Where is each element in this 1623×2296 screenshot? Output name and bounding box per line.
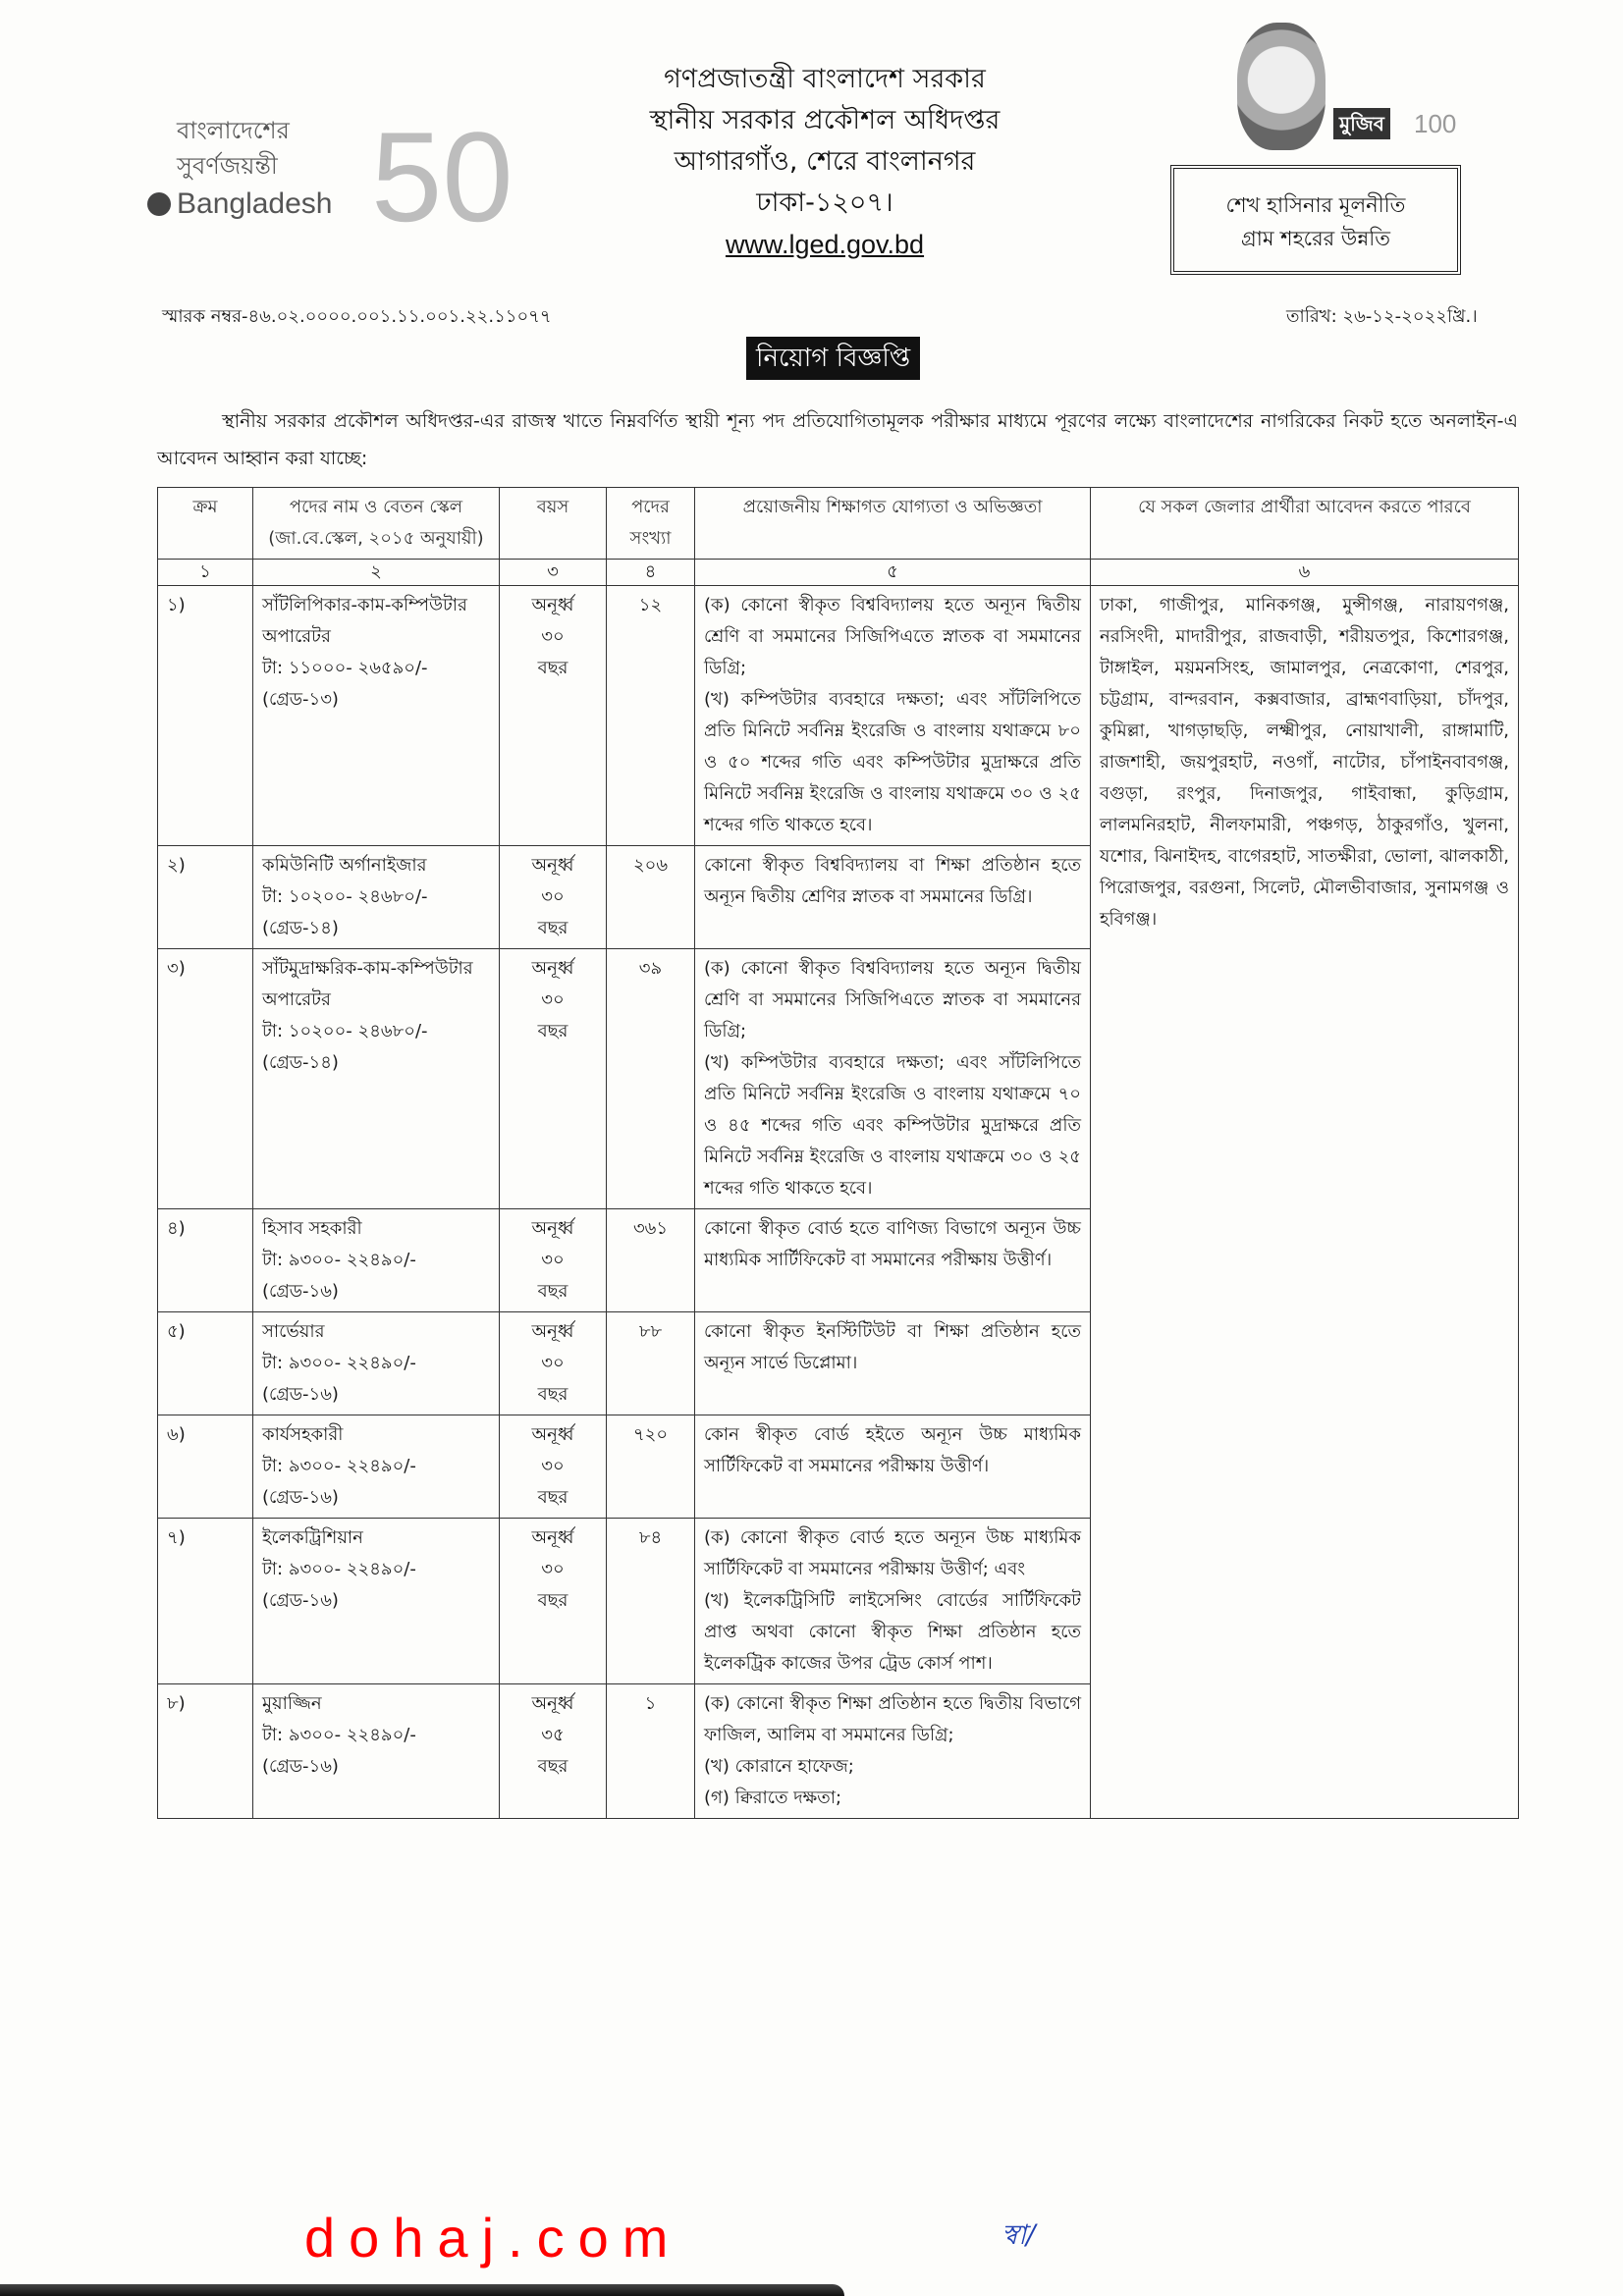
pay-scale: টা: ৯৩০০- ২২৪৯০/- [262, 1353, 416, 1373]
serial: ৮) [167, 1693, 186, 1714]
age-limit: বছর [537, 1281, 568, 1302]
serial: ১) [167, 595, 186, 615]
age-limit: ৩০ [541, 1353, 565, 1373]
serial-cell [158, 1415, 253, 1519]
serial-cell [158, 1312, 253, 1415]
serial: ৪) [167, 1218, 186, 1239]
logo-text-line2: সুবর্ণজয়ন্তী [177, 152, 278, 180]
logo-text-line1: বাংলাদেশের [177, 117, 290, 144]
post-count: ৮৮ [638, 1321, 663, 1342]
post-count: ১ [644, 1693, 657, 1714]
age-limit: বছর [537, 918, 568, 938]
mujib-centenary-logo [1227, 18, 1473, 160]
age-cell [500, 1684, 607, 1819]
qualification-item: কোনো স্বীকৃত ইনস্টিটিউট বা শিক্ষা প্রতিষ্ঠান হতে অন্যূন সার্ভে ডিপ্লোমা। [704, 1321, 1081, 1373]
portrait-icon [1237, 23, 1325, 150]
post-name: ইলেকট্রিশিয়ান [262, 1527, 363, 1548]
post-count: ৭২০ [632, 1424, 669, 1445]
age-limit: অনূর্ধ্ব [531, 1321, 574, 1342]
age-cell [500, 846, 607, 949]
count-cell [607, 1312, 695, 1415]
age-limit: অনূর্ধ্ব [531, 958, 574, 979]
post-count: ২০৬ [632, 855, 669, 876]
count-cell [607, 586, 695, 846]
age-limit: বছর [537, 1384, 568, 1405]
qualification-cell [695, 1209, 1091, 1312]
post-cell [253, 586, 500, 846]
page-title: নিয়োগ বিজ্ঞপ্তি [746, 337, 920, 380]
qualification-item: কোন স্বীকৃত বোর্ড হইতে অন্যূন উচ্চ মাধ্যমিক সার্টিফিকেট বা সমমানের পরীক্ষায় উত্তীর্ণ। [704, 1424, 1081, 1476]
post-count: ৩৯ [638, 958, 663, 979]
age-limit: ৩৫ [541, 1725, 565, 1745]
intro-paragraph: স্থানীয় সরকার প্রকৌশল অধিদপ্তর-এর রাজস্ব খাতে নিম্নবর্ণিত স্থায়ী শূন্য পদ প্রতিযোগিতামূলক পরীক্ষার মাধ্যমে পূরণের লক্ষ্যে বাংলাদেশের নাগরিকের নিকট হতে অনলাইন-এ আবেদন আহ্বান করা যাচ্ছে: [157, 410, 1518, 469]
qualification-cell [695, 586, 1091, 846]
pay-scale: টা: ১০২০০- ২৪৬৮০/- [262, 1021, 428, 1041]
qualification-cell [695, 1312, 1091, 1415]
post-name: সাঁটমুদ্রাক্ষরিক-কাম-কম্পিউটার অপারেটর [262, 958, 473, 1010]
qualification-item: (গ) ক্বিরাতে দক্ষতা; [704, 1788, 842, 1808]
count-cell [607, 1415, 695, 1519]
age-limit: অনূর্ধ্ব [531, 1527, 574, 1548]
qualification-cell [695, 1684, 1091, 1819]
age-limit: অনূর্ধ্ব [531, 1218, 574, 1239]
qualification-cell [695, 949, 1091, 1209]
column-number: ৩ [500, 560, 607, 586]
post-cell [253, 1209, 500, 1312]
post-count: ৮৪ [638, 1527, 663, 1548]
post-count: ১২ [638, 595, 663, 615]
post-cell [253, 1519, 500, 1684]
golden-jubilee-logo [147, 93, 560, 280]
age-limit: বছর [537, 1021, 568, 1041]
slogan-box [1170, 165, 1461, 275]
serial-cell [158, 949, 253, 1209]
districts-cell [1091, 586, 1519, 1819]
grade: (গ্রেড-১৬) [262, 1487, 339, 1508]
column-number: ২ [253, 560, 500, 586]
post-name: কার্যসহকারী [262, 1424, 344, 1445]
logo-words [147, 113, 358, 225]
vacancy-table [157, 487, 1519, 1819]
serial-cell [158, 846, 253, 949]
age-cell [500, 949, 607, 1209]
count-cell [607, 1209, 695, 1312]
qualification-cell [695, 846, 1091, 949]
address-line: আগারগাঁও, শেরে বাংলানগর [674, 146, 976, 177]
post-cell [253, 1415, 500, 1519]
memo-number: স্মারক নম্বর-৪৬.০২.০০০০.০০১.১১.০০১.২২.১১০৭৭ [162, 306, 552, 327]
logo-number: 50 [371, 105, 514, 248]
age-cell [500, 586, 607, 846]
age-limit: বছর [537, 1487, 568, 1508]
header-count: পদের সংখ্যা [607, 488, 695, 560]
watermark: dohaj.com [304, 2207, 682, 2269]
centenary-number: 100 [1414, 109, 1457, 138]
age-limit: বছর [537, 658, 568, 678]
post-name: মুয়াজ্জিন [262, 1693, 322, 1714]
footer-strip [157, 2204, 1518, 2282]
pay-scale: টা: ৯৩০০- ২২৪৯০/- [262, 1456, 416, 1476]
count-cell [607, 1684, 695, 1819]
column-number: ১ [158, 560, 253, 586]
qualification-item: (ক) কোনো স্বীকৃত শিক্ষা প্রতিষ্ঠান হতে দ্বিতীয় বিভাগে ফাজিল, আলিম বা সমমানের ডিগ্রি; [704, 1693, 1081, 1745]
post-cell [253, 1312, 500, 1415]
serial: ৩) [167, 958, 186, 979]
mujib-tag: মুজিব [1333, 108, 1390, 139]
age-limit: বছর [537, 1590, 568, 1611]
age-cell [500, 1209, 607, 1312]
age-cell [500, 1415, 607, 1519]
serial-cell [158, 1519, 253, 1684]
qualification-item: কোনো স্বীকৃত বিশ্ববিদ্যালয় বা শিক্ষা প্রতিষ্ঠান হতে অন্যূন দ্বিতীয় শ্রেণির স্নাতক বা সমমানের ডিগ্রি। [704, 855, 1081, 907]
pay-scale: টা: ৯৩০০- ২২৪৯০/- [262, 1559, 416, 1579]
district-list: ঢাকা, গাজীপুর, মানিকগঞ্জ, মুন্সীগঞ্জ, নারায়ণগঞ্জ, নরসিংদী, মাদারীপুর, রাজবাড়ী, শরীয়তপুর, কিশোরগঞ্জ, টাঙ্গাইল, ময়মনসিংহ, জামালপুর, নেত্রকোণা, শেরপুর, চট্টগ্রাম, বান্দরবান, কক্সবাজার, ব্রাহ্মণবাড়িয়া, চাঁদপুর, কুমিল্লা, খাগড়াছড়ি, লক্ষ্মীপুর, নোয়াখালী, রাঙ্গামাটি, রাজশাহী, জয়পুরহাট, নওগাঁ, নাটোর, চাঁপাইনবাবগঞ্জ, বগুড়া, রংপুর, দিনাজপুর, গাইবান্ধা, কুড়িগ্রাম, লালমনিরহাট, নীলফামারী, পঞ্চগড়, ঠাকুরগাঁও, খুলনা, যশোর, ঝিনাইদহ, বাগেরহাট, সাতক্ষীরা, ভোলা, ঝালকাঠী, পিরোজপুর, বরগুনা, সিলেট, মৌলভীবাজার, সুনামগঞ্জ ও হবিগঞ্জ। [1100, 595, 1509, 930]
grade: (গ্রেড-১৪) [262, 918, 339, 938]
post-name: সাঁটলিপিকার-কাম-কম্পিউটার অপারেটর [262, 595, 467, 647]
post-cell [253, 1684, 500, 1819]
age-limit: অনূর্ধ্ব [531, 855, 574, 876]
header-serial: ক্রম [158, 488, 253, 560]
post-cell [253, 846, 500, 949]
post-count: ৩৬১ [632, 1218, 669, 1239]
logo-english-row [147, 184, 358, 225]
table-header-row [158, 488, 1519, 560]
qualification-item: (ক) কোনো স্বীকৃত বিশ্ববিদ্যালয় হতে অন্যূন দ্বিতীয় শ্রেণি বা সমমানের সিজিপিএতে স্নাতক বা সমমানের ডিগ্রি; [704, 958, 1081, 1041]
count-cell [607, 949, 695, 1209]
count-cell [607, 1519, 695, 1684]
qualification-item: (খ) কম্পিউটার ব্যবহারে দক্ষতা; এবং সাঁটলিপিতে প্রতি মিনিটে সর্বনিম্ন ইংরেজি ও বাংলায় যথাক্রমে ৭০ ও ৪৫ শব্দের গতি এবং কম্পিউটার মুদ্রাক্ষরে প্রতি মিনিটে সর্বনিম্ন ইংরেজি ও বাংলায় যথাক্রমে ৩০ ও ২৫ শব্দের গতি থাকতে হবে। [704, 1052, 1081, 1199]
office-header [569, 59, 1080, 265]
header-districts: যে সকল জেলার প্রার্থীরা আবেদন করতে পারবে [1091, 488, 1519, 560]
age-limit: ৩০ [541, 886, 565, 907]
pay-scale: টা: ১১০০০- ২৬৫৯০/- [262, 658, 428, 678]
post-name: কমিউনিটি অর্গানাইজার [262, 855, 427, 876]
age-limit: অনূর্ধ্ব [531, 1424, 574, 1445]
qualification-item: (খ) কম্পিউটার ব্যবহারে দক্ষতা; এবং সাঁটলিপিতে প্রতি মিনিটে সর্বনিম্ন ইংরেজি ও বাংলায় যথাক্রমে ৮০ ও ৫০ শব্দের গতি এবং কম্পিউটার মুদ্রাক্ষরে প্রতি মিনিটে সর্বনিম্ন ইংরেজি ও বাংলায় যথাক্রমে ৩০ ও ২৫ শব্দের গতি থাকতে হবে। [704, 689, 1081, 835]
qualification-item: (ক) কোনো স্বীকৃত বিশ্ববিদ্যালয় হতে অন্যূন দ্বিতীয় শ্রেণি বা সমমানের সিজিপিএতে স্নাতক বা সমমানের ডিগ্রি; [704, 595, 1081, 678]
age-limit: ৩০ [541, 989, 565, 1010]
serial: ৫) [167, 1321, 186, 1342]
qualification-item: (ক) কোনো স্বীকৃত বোর্ড হতে অন্যূন উচ্চ মাধ্যমিক সার্টিফিকেট বা সমমানের পরীক্ষায় উত্তীর্ণ; এবং [704, 1527, 1081, 1579]
column-number-row [158, 560, 1519, 586]
grade: (গ্রেড-১৪) [262, 1052, 339, 1073]
department-name: স্থানীয় সরকার প্রকৌশল অধিদপ্তর [649, 105, 1001, 135]
pay-scale: টা: ৯৩০০- ২২৪৯০/- [262, 1725, 416, 1745]
count-cell [607, 846, 695, 949]
slogan-line2: গ্রাম শহরের উন্নতি [1241, 227, 1390, 250]
age-limit: ৩০ [541, 1250, 565, 1270]
header-qualification: প্রয়োজনীয় শিক্ষাগত যোগ্যতা ও অভিজ্ঞতা [695, 488, 1091, 560]
header-post: পদের নাম ও বেতন স্কেল (জা.বে.স্কেল, ২০১৫ অনুযায়ী) [253, 488, 500, 560]
grade: (গ্রেড-১৬) [262, 1281, 339, 1302]
age-limit: অনূর্ধ্ব [531, 595, 574, 615]
header-age: বয়স [500, 488, 607, 560]
age-cell [500, 1519, 607, 1684]
slogan-line1: শেখ হাসিনার মূলনীতি [1225, 193, 1406, 217]
pay-scale: টা: ১০২০০- ২৪৬৮০/- [262, 886, 428, 907]
issue-date: তারিখ: ২৬-১২-২০২২খ্রি.। [1286, 306, 1478, 327]
age-limit: অনূর্ধ্ব [531, 1693, 574, 1714]
column-number: ৬ [1091, 560, 1519, 586]
age-cell [500, 1312, 607, 1415]
serial-cell [158, 1209, 253, 1312]
logo-dot-icon [147, 192, 171, 216]
pay-scale: টা: ৯৩০০- ২২৪৯০/- [262, 1250, 416, 1270]
post-name: সার্ভেয়ার [262, 1321, 325, 1342]
qualification-item: কোনো স্বীকৃত বোর্ড হতে বাণিজ্য বিভাগে অন্যূন উচ্চ মাধ্যমিক সার্টিফিকেট বা সমমানের পরীক্ষায় উত্তীর্ণ। [704, 1218, 1081, 1270]
age-limit: ৩০ [541, 1559, 565, 1579]
age-limit: বছর [537, 1756, 568, 1777]
qualification-cell [695, 1415, 1091, 1519]
grade: (গ্রেড-১৩) [262, 689, 339, 710]
grade: (গ্রেড-১৬) [262, 1756, 339, 1777]
column-number: ৪ [607, 560, 695, 586]
logo-emblem [371, 93, 548, 275]
serial: ৬) [167, 1424, 186, 1445]
age-limit: ৩০ [541, 626, 565, 647]
government-name: গণপ্রজাতন্ত্রী বাংলাদেশ সরকার [664, 64, 986, 94]
table-row [158, 586, 1519, 846]
grade: (গ্রেড-১৬) [262, 1384, 339, 1405]
post-name: হিসাব সহকারী [262, 1218, 362, 1239]
scan-edge [0, 2284, 844, 2296]
qualification-cell [695, 1519, 1091, 1684]
logo-text-line3: Bangladesh [177, 187, 333, 220]
grade: (গ্রেড-১৬) [262, 1590, 339, 1611]
serial: ৭) [167, 1527, 186, 1548]
serial-cell [158, 1684, 253, 1819]
signature: স্বা/ [1001, 2218, 1036, 2251]
serial: ২) [167, 855, 186, 876]
website-link[interactable]: www.lged.gov.bd [725, 230, 925, 259]
qualification-item: (খ) কোরানে হাফেজ; [704, 1756, 854, 1777]
qualification-item: (খ) ইলেকট্রিসিটি লাইসেন্সিং বোর্ডের সার্টিফিকেট প্রাপ্ত অথবা কোনো স্বীকৃত শিক্ষা প্রতিষ্ঠান হতে ইলেকট্রিক কাজের উপর ট্রেড কোর্স পাশ। [704, 1590, 1081, 1674]
serial-cell [158, 586, 253, 846]
city-line: ঢাকা-১২০৭। [756, 187, 893, 218]
post-cell [253, 949, 500, 1209]
column-number: ৫ [695, 560, 1091, 586]
age-limit: ৩০ [541, 1456, 565, 1476]
